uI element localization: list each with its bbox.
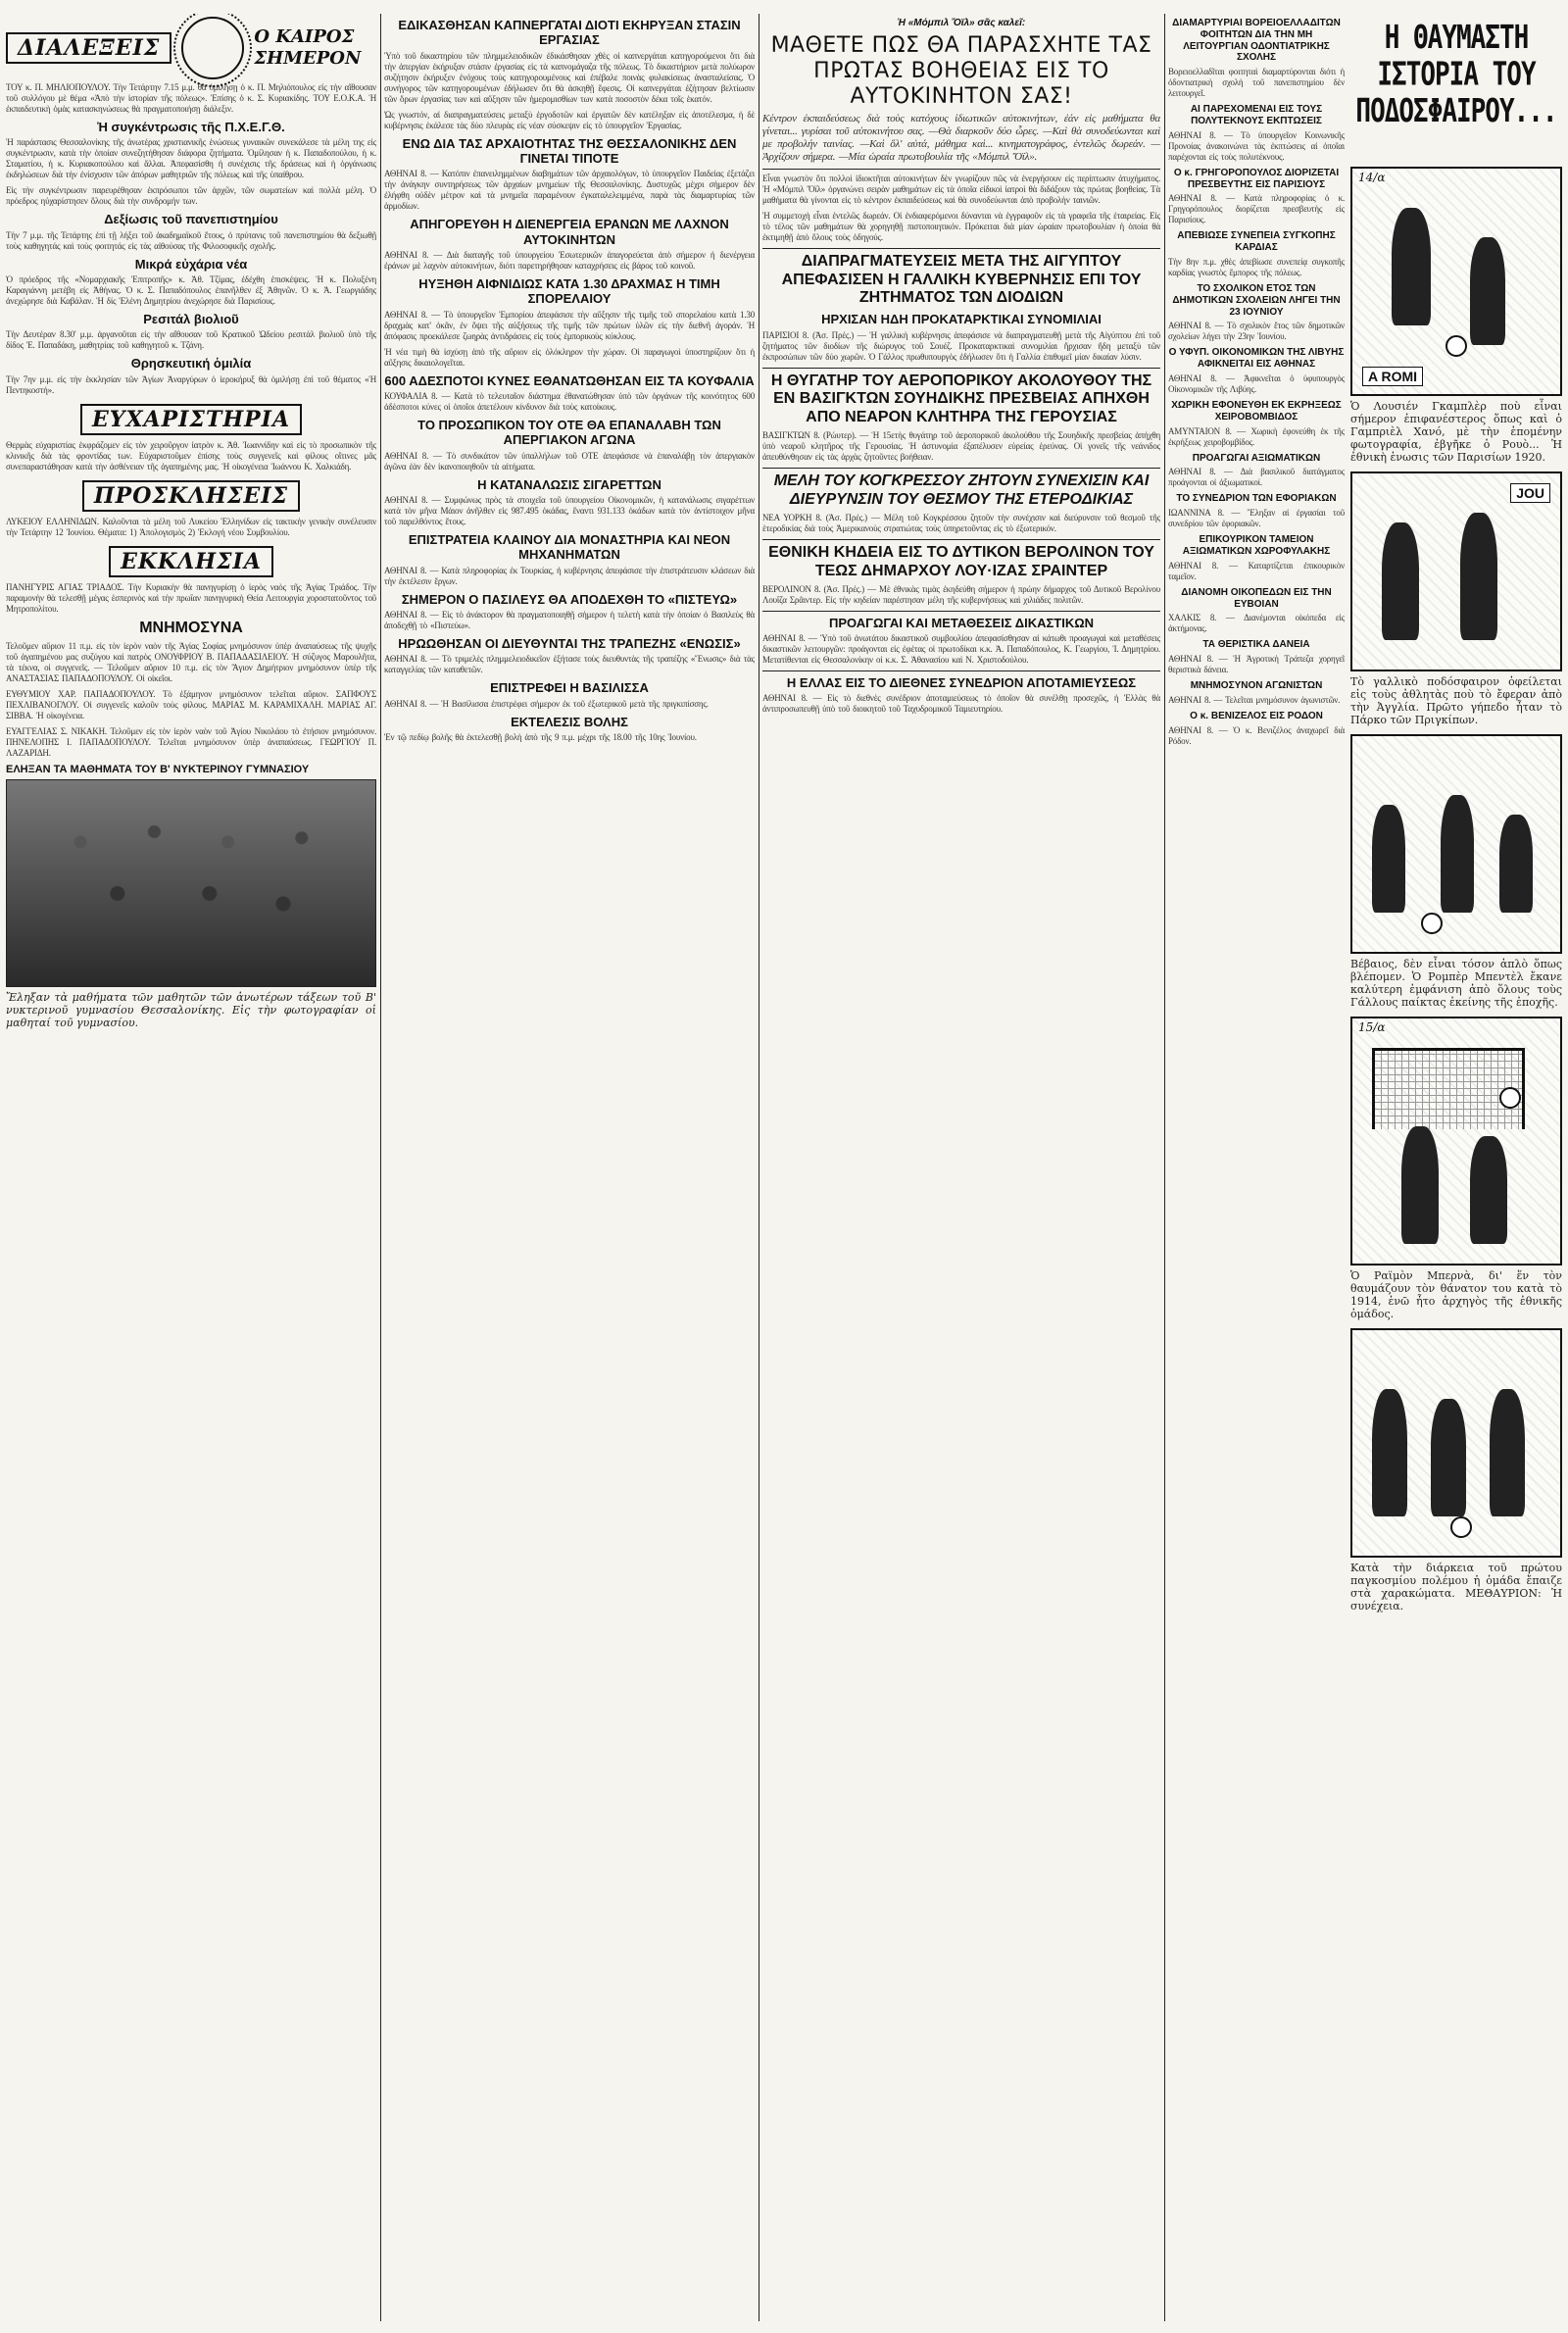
article-text: ΑΘΗΝΑΙ 8. — Ἡ Βασίλισσα ἐπιστρέφει σήμερον ἐκ τοῦ ἐξωτερικοῦ μετὰ τῆς πριγκιπίσσης. [384, 698, 709, 709]
comic-panel [1350, 167, 1562, 396]
ball-icon [1421, 913, 1443, 934]
headline: ΕΔΙΚΑΣΘΗΣΑΝ ΚΑΠΝΕΡΓΑΤΑΙ ΔΙΟΤΙ ΕΚΗΡΥΞΑΝ ΣΤΑΣΙΝ ΕΡΓΑΣΙΑΣ [398, 18, 741, 48]
article-text: ΑΘΗΝΑΙ 8. — Κατὰ πληροφορίας ὁ κ. Γρηγορόπουλος διορίζεται πρεσβευτὴς εἰς Παρισίους. [1168, 193, 1345, 225]
player-figure [1470, 237, 1505, 345]
article-text: Εἰς τὴν συγκέντρωσιν παρευρέθησαν ἐκπρόσωποι τῶν ἀρχῶν, τῶν σωματείων καὶ πολλὰ μέλη. Ὁ πρόεδρος ηὐχαρίστησεν ὅλους διὰ τὴν συνδρομήν των. [6, 185, 376, 207]
article-text: ΑΘΗΝΑΙ 8. — Τὸ ὑπουργεῖον Ἐμπορίου ἀπεφάσισε τὴν αὔξησιν τῆς τιμῆς τοῦ σπορελαίου κατὰ 1.30 δραχμὰς κατ' ὀκᾶν, ἐν ὄψει τῆς αὐξήσεως τῆς τιμῆς τῶν πρώτων ὑλῶν εἰς τὴν διεθνῆ ἀγοράν. Ἡ ἀπόφασις προεκάλεσε ζωηρὰς ἀντιδράσεις εἰς τοὺς ἐμπορικοὺς κύκλους. [384, 309, 755, 341]
player-figure [1470, 1136, 1507, 1244]
comic-panel [1350, 734, 1562, 954]
article-text: Ὡς γνωστόν, αἱ διαπραγματεύσεις μεταξὺ ἐργοδοτῶν καὶ ἐργατῶν δὲν κατέληξαν εἰς ἀποτέλεσμα, ἡ δὲ κυβέρνησις ἐκάλεσε τὰς δύο πλευρὰς εἰς νέαν σύσκεψιν εἰς τὸ ὑπουργεῖον Ἐργασίας. [384, 109, 755, 130]
column-announcements [6, 14, 376, 2321]
headline: ΕΠΙΣΤΡΕΦΕΙ Η ΒΑΣΙΛΙΣΣΑ [490, 680, 649, 696]
article-text: ΑΘΗΝΑΙ 8. — Ἀφικνεῖται ὁ ὑφυπουργὸς Οἰκονομικῶν τῆς Λιβύης. [1168, 372, 1345, 394]
ball-icon [1446, 335, 1467, 357]
player-figure [1499, 815, 1533, 913]
headline: Ο κ. ΒΕΝΙΖΕΛΟΣ ΕΙΣ ΡΟΔΟΝ [1190, 710, 1323, 721]
column-news-1 [384, 14, 755, 2321]
invitations-title: ΠΡΟΣΚΛΗΣΕΙΣ [82, 480, 300, 512]
article-text: Τὴν 7ην μ.μ. εἰς τὴν ἐκκλησίαν τῶν Ἀγίων Ἀναργύρων ὁ ἱεροκήρυξ θὰ ὁμιλήσῃ ἐπὶ τοῦ θέματος «Ἡ Πεντηκοστή». [6, 373, 376, 395]
sun-icon [181, 17, 244, 79]
headline: ΧΩΡΙΚΗ ΕΦΟΝΕΥΘΗ ΕΚ ΕΚΡΗΞΕΩΣ ΧΕΙΡΟΒΟΜΒΙΔΟΣ [1171, 399, 1342, 422]
article-text: ΕΥΑΓΓΕΛΙΑΣ Σ. ΝΙΚΑΚΗ. Τελοῦμεν εἰς τὸν ἱερὸν ναὸν τοῦ Ἁγίου Νικολάου τὸ ἐτήσιον μνημόσυνον. ΠΗΝΕΛΟΠΗΣ Ι. ΠΑΠΑΔΟΠΟΥΛΟΥ. Τελεῖται μνημόσυνον ὑπὲρ ἀναπαύσεως. ΓΕΩΡΓΙΟΥ Π. ΛΑΖΑΡΙΔΗ. [6, 725, 376, 758]
article-text: ΑΘΗΝΑΙ 8. — Εἰς τὸ ἀνάκτορον θὰ πραγματοποιηθῇ σήμερον ἡ τελετὴ κατὰ τὴν ὁποίαν ὁ Βασιλεὺς θὰ ἀποδεχθῇ τὸ «Πιστεύω». [384, 609, 755, 630]
headline: ΤΟ ΣΥΝΕΔΡΙΟΝ ΤΩΝ ΕΦΟΡΙΑΚΩΝ [1176, 493, 1337, 505]
article-text: ΒΕΡΟΛΙΝΟΝ 8. (Ἀσ. Πρές.) — Μὲ ἐθνικὰς τιμὰς ἐκηδεύθη σήμερον ἡ πρώην δήμαρχος τοῦ Δυτικοῦ Βερολίνου Λουΐζα Σρᾶιντερ. Εἰς τὴν κηδείαν παρέστησαν μέλη τῆς κυβερνήσεως καὶ χιλιάδες πολιτῶν. [762, 583, 1160, 605]
panel-caption: Ὁ Ραϊμὸν Μπερνὰ, δι' ἕν τὸν θαυμάζουν τὸν θάνατον του κατὰ τὸ 1914, ἐνῶ ἦτο ἀρχηγὸς τῆς ἐθνικῆς ὁμάδος. [1350, 1269, 1562, 1320]
article-text: ΙΩΑΝΝΙΝΑ 8. — Ἔληξαν αἱ ἐργασίαι τοῦ συνεδρίου τῶν ἐφοριακῶν. [1168, 508, 1345, 529]
player-figure [1392, 208, 1431, 325]
article-text: ΑΘΗΝΑΙ 8. — Ὁ κ. Βενιζέλος ἀναχωρεῖ διὰ Ρόδον. [1168, 724, 1345, 746]
column-rule [759, 14, 760, 2321]
photo-heading: ΕΛΗΞΑΝ ΤΑ ΜΑΘΗΜΑΤΑ ΤΟΥ Β' ΝΥΚΤΕΡΙΝΟΥ ΓΥΜΝΑΣΙΟΥ [6, 763, 310, 775]
article-text: ΑΘΗΝΑΙ 8. — Τὸ σχολικὸν ἔτος τῶν δημοτικῶν σχολείων λήγει τὴν 23ην Ἰουνίου. [1168, 321, 1345, 342]
headline: ΑΠΕΒΙΩΣΕ ΣΥΝΕΠΕΙΑ ΣΥΓΚΟΠΗΣ ΚΑΡΔΙΑΣ [1177, 230, 1336, 254]
article-text: ΧΑΛΚΙΣ 8. — Διανέμονται οἰκόπεδα εἰς ἀκτήμονας. [1168, 613, 1345, 634]
soldier-figure [1372, 1389, 1407, 1516]
ad-kicker: Ἡ «Μόμπιλ Ὄϊλ» σᾶς καλεῖ: [897, 18, 1026, 28]
comic-panel [1350, 1017, 1562, 1266]
headline: ΜΝΗΜΟΣΥΝΟΝ ΑΓΩΝΙΣΤΩΝ [1190, 680, 1323, 692]
headline: ΤΟ ΣΧΟΛΙΚΟΝ ΕΤΟΣ ΤΩΝ ΔΗΜΟΤΙΚΩΝ ΣΧΟΛΕΙΩΝ ΛΗΓΕΙ ΤΗΝ 23 ΙΟΥΝΙΟΥ [1172, 282, 1341, 318]
section-heading: Μικρά εὐχάρια νέα [134, 256, 248, 272]
panel-number: 15/α [1358, 1020, 1386, 1034]
goal-net [1372, 1048, 1525, 1129]
article-text: ΑΜΥΝΤΑΙΟΝ 8. — Χωρικὴ ἐφονεύθη ἐκ τῆς ἐκρήξεως χειροβομβίδος. [1168, 425, 1345, 447]
panel-caption: Κατὰ τὴν διάρκεια τοῦ πρώτου παγκοσμίου πολέμου ἡ ὁμάδα ἔπαιζε στὰ χαρακώματα. ΜΕΘΑΥΡΙΟΝ: Ἡ συνέχεια. [1350, 1562, 1562, 1613]
section-heading: Ρεσιτάλ βιολιοῦ [143, 311, 239, 326]
article-text: Βορειοελλαδῖται φοιτηταὶ διαμαρτύρονται διότι ἡ ὀδοντιατρικὴ σχολὴ τοῦ πανεπιστημίου δὲν λειτουργεῖ. [1168, 67, 1345, 99]
comic-title: Η ΘΑΥΜΑΣΤΗ ΙΣΤΟΡΙΑ ΤΟΥ ΠΟΔΟΣΦΑΙΡΟΥ... [1355, 20, 1557, 130]
memorials-heading: ΜΝΗΜΟΣΥΝΑ [139, 619, 243, 636]
headline: 600 ΑΔΕΣΠΟΤΟΙ ΚΥΝΕΣ ΕΘΑΝΑΤΩΘΗΣΑΝ ΕΙΣ ΤΑ ΚΟΥΦΑΛΙΑ [384, 372, 755, 388]
panel-label: JOU [1510, 483, 1550, 503]
player-figure [1441, 795, 1474, 913]
comic-panel [1350, 1328, 1562, 1558]
article-text: Τὴν Δευτέραν 8.30' μ.μ. ἀργανοῦται εἰς τὴν αἴθουσαν τοῦ Κρατικοῦ Ὠδείου ρεσιτάλ βιολιοῦ ὑπὸ τῆς δίδος Ἑ. Παπαδάκη, μαθητρίας τοῦ καθηγητοῦ κ. Τζάνη. [6, 329, 376, 351]
headline: ΑΠΗΓΟΡΕΥΘΗ Η ΔΙΕΝΕΡΓΕΙΑ ΕΡΑΝΩΝ ΜΕ ΛΑΧΝΟΝ ΑΥΤΟΚΙΝΗΤΩΝ [410, 217, 729, 247]
headline: ΗΡΩΩΘΗΣΑΝ ΟΙ ΔΙΕΥΘΥΝΤΑΙ ΤΗΣ ΤΡΑΠΕΖΗΣ «ΕΝΩΣΙΣ» [398, 635, 741, 651]
article-text: Τὴν 8ην π.μ. χθὲς ἀπεβίωσε συνεπείᾳ συγκοπῆς καρδίας γνωστὸς ἔμπορος τῆς πόλεως. [1168, 256, 1345, 277]
panel-caption: Ὁ Λουσιέν Γκαμπλὲρ ποὺ εἶναι σήμερον ἐπιφανέστερος ὅπως καὶ ὁ Γαμπριὲλ Χανό, μὲ τὴν ἑπομένην φωτογραφία, ἐβγῆκε ὁ Ρουὸ... Ἡ ἐθνικὴ ἑνωσις τῶν Παρισίων 1920. [1350, 400, 1562, 464]
column-rule [380, 14, 381, 2321]
article-text: Ὑπὸ τοῦ δικαστηρίου τῶν πλημμελειοδικῶν ἐδικάσθησαν χθὲς οἱ καπνεργάται κατηγορούμενοι ὅτι διὰ τὴν ἀπεργίαν ἐκήρυξαν στάσιν ἐργασίας εἰς τὰ καπνομάγαζα τῆς πόλεως. Τὸ δικαστήριον μετὰ πολύωρον συζήτησιν ἐκήρυξεν ἐνόχους τοὺς κατηγορουμένους καὶ ἐπέβαλε ποινὰς φυλακίσεως ἀνασταλείσας. Ὁ συνήγορος τῶν κατηγορουμένων ἐδήλωσεν ὅτι θὰ ἀσκηθῇ ἔφεσις. Οἱ καπνεργάται ἐζήτησαν βελτίωσιν τῶν ὅρων ἐργασίας των καὶ αὔξησιν τῶν ἡμερομισθίων των κατὰ ποσοστὸν δέκα τοῖς ἑκατόν. [384, 50, 755, 104]
headline: Ο κ. ΓΡΗΓΟΡΟΠΟΥΛΟΣ ΔΙΟΡΙΖΕΤΑΙ ΠΡΕΣΒΕΥΤΗΣ ΕΙΣ ΠΑΡΙΣΙΟΥΣ [1173, 167, 1340, 190]
divider [762, 248, 1160, 249]
section-heading: Ἡ συγκέντρωσις τῆς Π.Χ.Ε.Γ.Θ. [97, 120, 285, 134]
subheadline: ΗΡΧΙΣΑΝ ΗΔΗ ΠΡΟΚΑΤΑΡΚΤΙΚΑΙ ΣΥΝΟΜΙΛΙΑΙ [821, 312, 1102, 327]
panel-caption: Τὸ γαλλικὸ ποδόσφαιρον ὀφείλεται εἰς τοὺς ἀθλητὰς ποὺ τὸ ἔφεραν ἀπὸ τὴν Ἀγγλία. Πρῶτο γήπεδο ἦταν τὸ Πάρκο τῶν Πριγκίπων. [1350, 675, 1562, 726]
headline: Η ΚΑΤΑΝΑΛΩΣΙΣ ΣΙΓΑΡΕΤΤΩΝ [477, 476, 662, 492]
headline: ΔΙΑΜΑΡΤΥΡΙΑΙ ΒΟΡΕΙΟΕΛΛΑΔΙΤΩΝ ΦΟΙΤΗΤΩΝ ΔΙΑ ΤΗΝ ΜΗ ΛΕΙΤΟΥΡΓΙΑΝ ΟΔΟΝΤΙΑΤΡΙΚΗΣ ΣΧΟΛΗΣ [1172, 18, 1341, 64]
article-text: Τελοῦμεν αὔριον 11 π.μ. εἰς τὸν ἱερὸν ναὸν τῆς Ἁγίας Σοφίας μνημόσυνον ὑπὲρ ἀναπαύσεως τῆς ψυχῆς τοῦ ἀγαπημένου μας συζύγου καὶ πατρὸς ΟΝΟΥΦΡΙΟΥ Β. ΠΑΠΑΔΑΣΙΛΕΙΟΥ. Ἡ σύζυγος Μαρουλῆτα, τὰ τέκνα, οἱ συγγενεῖς. — Τελοῦμεν αὔριον 10 π.μ. εἰς τὸν Ἅγιον Δημήτριον μνημόσυνον ὑπὲρ τῆς ΑΝΑΣΤΑΣΙΑΣ ΠΑΠΑΔΟΠΟΥΛΟΥ. Οἱ οἰκεῖοι. [6, 640, 376, 683]
divider [762, 468, 1160, 469]
headline: ΔΙΑΠΡΑΓΜΑΤΕΥΣΕΙΣ ΜΕΤΑ ΤΗΣ ΑΙΓΥΠΤΟΥ ΑΠΕΦΑΣΙΣΕΝ Η ΓΑΛΛΙΚΗ ΚΥΒΕΡΝΗΣΙΣ ΕΠΙ ΤΟΥ ΖΗΤΗΜΑΤΟΣ ΤΩΝ ΔΙΟΔΙΩΝ [781, 252, 1142, 307]
article-text: ΑΘΗΝΑΙ 8. — Κατὰ πληροφορίας ἐκ Τουρκίας, ἡ κυβέρνησις ἀπεφάσισε τὴν ἐπιστράτευσιν κλάσεων διὰ τὴν ἐκτέλεσιν ἔργων. [384, 565, 755, 586]
headline: Η ΕΛΛΑΣ ΕΙΣ ΤΟ ΔΙΕΘΝΕΣ ΣΥΝΕΔΡΙΟΝ ΑΠΟΤΑΜΙΕΥΣΕΩΣ [786, 675, 1137, 691]
headline: Η ΘΥΓΑΤΗΡ ΤΟΥ ΑΕΡΟΠΟΡΙΚΟΥ ΑΚΟΛΟΥΘΟΥ ΤΗΣ ΕΝ ΒΑΣΙΓΚΤΩΝ ΣΟΥΗΔΙΚΗΣ ΠΡΕΣΒΕΙΑΣ ΑΠΗΧΘΗ ΑΠΟ ΝΕΑΡΟΝ ΚΛΗΤΗΡΑ ΤΗΣ ΓΕΡΟΥΣΙΑΣ [770, 372, 1152, 426]
article-text: ΑΘΗΝΑΙ 8. — Καταρτίζεται ἐπικουρικὸν ταμεῖον. [1168, 560, 1345, 581]
article-text: ΤΟΥ κ. Π. ΜΗΛΙΟΠΟΥΛΟΥ. Τὴν Τετάρτην 7.15 μ.μ. θὰ ὁμιλήσῃ ὁ κ. Π. Μηλιόπουλος εἰς τὴν αἴθουσαν τοῦ συλλόγου μὲ θέμα «Ἀπὸ τὴν ἱστορίαν τῆς πόλεως». Ἐπίσης ὁ κ. Σ. Κυριακίδης. ΤΟΥ Ε.Ο.Κ.Α. Ἡ ἐκπαιδευτικὴ ὁμὰς κατασκηνώσεως θὰ πραγματοποιήσῃ διάλεξιν. [6, 82, 376, 114]
article-text: ΑΘΗΝΑΙ 8. — Κατόπιν ἐπανειλημμένων διαβημάτων τῶν ἀρχαιολόγων, τὸ ὑπουργεῖον Παιδείας ἐξετάζει τὴν ἀνάγκην συντηρήσεως τῶν ἀρχαίων μνημείων τῆς Θεσσαλονίκης. Δυστυχῶς μέχρι σήμερον δὲν ἐλήφθη οὐδὲν μέτρον καὶ τὰ μνημεῖα παραμένουν ἐγκαταλελειμμένα, παρὰ τὰς διαμαρτυρίας τῶν ἁρμοδίων. [384, 169, 755, 212]
headline: ΣΗΜΕΡΟΝ Ο ΠΑΣΙΛΕΥΣ ΘΑ ΑΠΟΔΕΧΘΗ ΤΟ «ΠΙΣΤΕΥΩ» [401, 591, 738, 607]
article-text: Ἐν τῷ πεδίῳ βολῆς θὰ ἐκτελεσθῇ βολὴ ἀπὸ τῆς 9 π.μ. μέχρι τῆς 18.00 τῆς 10ης Ἰουνίου. [384, 731, 697, 742]
article-text: ΠΑΝΗΓΥΡΙΣ ΑΓΙΑΣ ΤΡΙΑΔΟΣ. Τὴν Κυριακὴν θὰ πανηγυρίσῃ ὁ ἱερὸς ναὸς τῆς Ἁγίας Τριάδος. Τὴν παραμονὴν θὰ τελεσθῇ μέγας ἑσπερινὸς καὶ τὴν πρωΐαν πανηγυρικὴ Θεία Λειτουργία χοροστατοῦντος τοῦ Μητροπολίτου. [6, 581, 376, 614]
article-text: ΑΘΗΝΑΙ 8. — Τελεῖται μνημόσυνον ἀγωνιστῶν. [1168, 694, 1341, 705]
headline: ΠΡΟΑΓΩΓΑΙ ΚΑΙ ΜΕΤΑΘΕΣΕΙΣ ΔΙΚΑΣΤΙΚΩΝ [828, 615, 1095, 630]
article-text: Εἶναι γνωστὸν ὅτι πολλοὶ ἰδιοκτῆται αὐτοκινήτων δὲν γνωρίζουν πῶς νὰ ἐνεργήσουν εἰς περίπτωσιν ἀτυχήματος. Ἡ «Μόμπιλ Ὄϊλ» ὀργανώνει σειρὰν μαθημάτων εἰς τὰ ὁποῖα εἰδικοὶ ἰατροὶ θὰ διδάξουν τὰς πρώτας βοηθείας. Τὰ μαθήματα θὰ γίνονται εἰς τὸ κέντρον ἐκπαιδεύσεως καὶ θὰ συνοδεύωνται ἀπὸ προβολὴν ταινιῶν. [762, 173, 1160, 205]
article-text: ΛΥΚΕΙΟΥ ΕΛΛΗΝΙΔΩΝ. Καλοῦνται τὰ μέλη τοῦ Λυκείου Ἑλληνίδων εἰς τακτικὴν γενικὴν συνέλευσιν τὴν Τετάρτην 12 Ἰουνίου. Θέματα: 1) Ἀπολογισμὸς 2) Ἐκλογή νέου Συμβουλίου. [6, 516, 376, 537]
article-text: ΠΑΡΙΣΙΟΙ 8. (Ἀσ. Πρές.) — Ἡ γαλλικὴ κυβέρνησις ἀπεφάσισε νὰ διαπραγματευθῇ μετὰ τῆς Αἰγύπτου ἐπὶ τοῦ ζητήματος τῶν διοδίων τῆς διώρυγος τοῦ Σουέζ. Προκαταρκτικαὶ συνομιλίαι ἤρχισαν ἤδη μεταξὺ τῶν ἐκπροσώπων τῶν δύο χωρῶν. Ὁ Γάλλος πρωθυπουργὸς ἐδήλωσεν ὅτι ἡ Γαλλία ἐπιθυμεῖ μίαν δικαίαν λύσιν. [762, 329, 1160, 362]
article-text: ΕΥΘΥΜΙΟΥ ΧΑΡ. ΠΑΠΑΔΟΠΟΥΛΟΥ. Τὸ ἑξάμηνον μνημόσυνον τελεῖται αὔριον. ΣΑΠΦΟΥΣ ΠΕΧΛΙΒΑΝΟΓΛΟΥ. Οἱ συγγενεῖς καλοῦν τοὺς φίλους. ΜΑΡΙΑΣ Μ. ΚΑΡΑΜΙΧΑΛΗ. ΜΑΡΙΑΣ ΑΓ. ΣΙΒΒΑ. Ἡ οἰκογένεια. [6, 688, 376, 720]
panel-number: 14/α [1358, 171, 1386, 184]
section-heading: Δεξίωσις τοῦ πανεπιστημίου [104, 212, 278, 227]
panel-label: A ROMI [1362, 367, 1423, 386]
divider [762, 368, 1160, 369]
article-text: ΝΕΑ ΥΟΡΚΗ 8. (Ἀσ. Πρές.) — Μέλη τοῦ Κογκρέσσου ζητοῦν τὴν συνέχισιν καὶ διεύρυνσιν τοῦ θεσμοῦ τῆς ἑτεροδικίας διὰ τοὺς Ἀμερικανοὺς στρατιώτας τοὺς ὑπηρετοῦντας εἰς τὸ ἐξωτερικόν. [762, 512, 1160, 533]
ball-icon [1450, 1516, 1472, 1538]
headline: ΕΝΩ ΔΙΑ ΤΑΣ ΑΡΧΑΙΟΤΗΤΑΣ ΤΗΣ ΘΕΣΣΑΛΟΝΙΚΗΣ ΔΕΝ ΓΙΝΕΤΑΙ ΤΙΠΟΤΕ [402, 135, 737, 166]
headline: ΑΙ ΠΑΡΕΧΟΜΕΝΑΙ ΕΙΣ ΤΟΥΣ ΠΟΛΥΤΕΚΝΟΥΣ ΕΚΠΤΩΣΕΙΣ [1190, 104, 1323, 126]
article-text: ΑΘΗΝΑΙ 8. — Διὰ διαταγῆς τοῦ ὑπουργείου Ἐσωτερικῶν ἀπαγορεύεται ἀπὸ σήμερον ἡ διενέργεια ἐράνων μὲ λαχνὸν αὐτοκινήτων, διότι παρετηρήθησαν καταχρήσεις εἰς βάρος τοῦ κοινοῦ. [384, 249, 755, 271]
headline: ΕΚΤΕΛΕΣΙΣ ΒΟΛΗΣ [511, 714, 628, 729]
headline: Ο ΥΦΥΠ. ΟΙΚΟΝΟΜΙΚΩΝ ΤΗΣ ΛΙΒΥΗΣ ΑΦΙΚΝΕΙΤΑΙ ΕΙΣ ΑΘΗΝΑΣ [1168, 347, 1345, 371]
section-heading: Θρησκευτική ὁμιλία [130, 356, 252, 372]
thanks-title: ΕΥΧΑΡΙΣΤΗΡΙΑ [80, 404, 302, 435]
lectures-title: ΔΙΑΛΕΞΕΙΣ [6, 32, 172, 64]
article-text: ΑΘΗΝΑΙ 8. — Εἰς τὸ διεθνὲς συνέδριον ἀποταμιεύσεως τὸ ὁποῖον θὰ συνέλθῃ προσεχῶς, ἡ Ἑλλὰς θὰ ἀντιπροσωπευθῇ ὑπὸ τοῦ διοικητοῦ τοῦ Ταχυδρομικοῦ Ταμιευτηρίου. [762, 693, 1160, 715]
headline: ΠΡΟΑΓΩΓΑΙ ΑΞΙΩΜΑΤΙΚΩΝ [1192, 452, 1321, 464]
divider [762, 670, 1160, 671]
article-text: Τὴν 7 μ.μ. τῆς Τετάρτης ἐπὶ τῇ λήξει τοῦ ἀκαδημαϊκοῦ ἔτους, ὁ πρύτανις τοῦ πανεπιστημίου θὰ δεξιωθῇ τοὺς καθηγητάς καὶ τοὺς φοιτητάς εἰς τὰς αἰθούσας τῆς Φιλοσοφικῆς σχολῆς. [6, 229, 376, 251]
article-text: Ὁ πρόεδρος τῆς «Νομαρχιακῆς Ἐπιτροπῆς» κ. Ἀθ. Τζίμας, ἐδέχθη ἐπισκέψεις. Ἡ κ. Πολυξένη Καραγιάννη μετέβη εἰς Ἀθήνας. Ὁ κ. Σ. Παπαδόπουλος ἐπανῆλθεν ἐξ Ἀθηνῶν. Ὁ κ. Ἀ. Γεωργιάδης ἀνεχώρησε διὰ Καβάλαν. Ἡ δίς Ἑλένη Δημητρίου ἀνεχώρησε διὰ Παρισίους. [6, 273, 376, 306]
column-rule [1164, 14, 1165, 2321]
soldier-figure [1490, 1389, 1525, 1516]
article-text: ΑΘΗΝΑΙ 8. — Συμφώνως πρὸς τὰ στοιχεῖα τοῦ ὑπουργείου Οἰκονομικῶν, ἡ κατανάλωσις σιγαρέττων κατὰ τὸν μῆνα Μάιον ἀνῆλθεν εἰς 987.495 ὀκάδας, ἔναντι 931.133 ὀκάδων κατὰ τὸν ἀντίστοιχον μῆνα τοῦ παρελθόντος ἔτους. [384, 494, 755, 526]
church-title: ΕΚΚΛΗΣΙΑ [109, 546, 273, 577]
headline: ΜΕΛΗ ΤΟΥ ΚΟΓΚΡΕΣΣΟΥ ΖΗΤΟΥΝ ΣΥΝΕΧΙΣΙΝ ΚΑΙ ΔΙΕΥΡΥΝΣΙΝ ΤΟΥ ΘΕΣΜΟΥ ΤΗΣ ΕΤΕΡΟΔΙΚΙΑΣ [773, 472, 1150, 509]
headline: ΕΠΙΣΤΡΑΤΕΙΑ ΚΛΑΙΝΟΥ ΔΙΑ ΜΟΝΑΣΤΗΡΙΑ ΚΑΙ ΝΕΟΝ ΜΗΧΑΝΗΜΑΤΩΝ [408, 531, 731, 563]
article-text: ΑΘΗΝΑΙ 8. — Ἡ Ἀγροτικὴ Τράπεζα χορηγεῖ θεριστικὰ δάνεια. [1168, 654, 1345, 675]
article-text: Ἡ συμμετοχὴ εἶναι ἐντελῶς δωρεάν. Οἱ ἐνδιαφερόμενοι δύνανται νὰ ἐγγραφοῦν εἰς τὰ γραφεῖα τῆς ἑταιρείας. Εἰς τὸ τέλος τῶν μαθημάτων θὰ χορηγηθῇ πιστοποιητικόν. Πρόκειται διὰ μίαν ὡραίαν πρωτοβουλίαν ἡ ὁποία θὰ ἐκτιμηθῇ ἀπὸ ὅλους τοὺς ὁδηγούς. [762, 210, 1160, 242]
ball-icon [1499, 1087, 1521, 1109]
column-news-3 [1168, 14, 1345, 2321]
weather-title: Ο ΚΑΙΡΟΣ ΣΗΜΕΡΟΝ [254, 26, 362, 69]
headline: ΤΑ ΘΕΡΙΣΤΙΚΑ ΔΑΝΕΙΑ [1202, 639, 1310, 651]
headline: ΕΠΙΚΟΥΡΙΚΟΝ ΤΑΜΕΙΟΝ ΑΞΙΩΜΑΤΙΚΩΝ ΧΩΡΟΦΥΛΑΚΗΣ [1182, 534, 1331, 557]
class-photo [6, 779, 376, 987]
divider [762, 539, 1160, 540]
divider [762, 169, 1160, 170]
column-comic [1350, 14, 1562, 2321]
soldier-figure [1431, 1399, 1466, 1516]
article-text: Ἡ νέα τιμὴ θὰ ἰσχύσῃ ἀπὸ τῆς αὔριον εἰς ὁλόκληρον τὴν χώραν. Οἱ παραγωγοὶ ὑποστηρίζουν ὅτι ἡ αὔξησις δικαιολογεῖται. [384, 346, 755, 368]
player-figure [1460, 513, 1497, 640]
column-news-2 [762, 14, 1160, 2321]
ad-lead: Κέντρον ἐκπαιδεύσεως διὰ τοὺς κατόχους ἰδιωτικῶν αὐτοκινήτων, ἐάν εἰς μαθήματα θα γίνεται... γυρίσαι τοῦ αὐτοκινήτου σας. —Θὰ διαρκοῦν δύο ὧρες. —Καὶ θὰ συνοδεύωνται καὶ με προβολήν ταινίας. —Καὶ ὅλ' αὐτά, μάθημα καὶ... κινηματογράφος, ἐντελῶς δωρεάν. —Ἀρχίζουν σήμερα. —Μία ὡραία πρωτοβουλία τῆς «Μόμπιλ Ὄϊλ». [762, 112, 1160, 163]
comic-panel [1350, 472, 1562, 671]
article-text: ΑΘΗΝΑΙ 8. — Τὸ ὑπουργεῖον Κοινωνικῆς Προνοίας ἀνακοινώνει τὰς ἐκπτώσεις αἱ ὁποῖαι παρέχονται εἰς τοὺς πολυτέκνους. [1168, 129, 1345, 162]
headline: ΕΘΝΙΚΗ ΚΗΔΕΙΑ ΕΙΣ ΤΟ ΔΥΤΙΚΟΝ ΒΕΡΟΛΙΝΟΝ ΤΟΥ ΤΕΩΣ ΔΗΜΑΡΧΟΥ ΛΟΥ·ΙΖΑΣ ΣΡΑΙΝΤΕΡ [768, 543, 1154, 579]
headline: ΤΟ ΠΡΟΣΩΠΙΚΟΝ ΤΟΥ ΟΤΕ ΘΑ ΕΠΑΝΑΛΑΒΗ ΤΩΝ ΑΠΕΡΓΙΑΚΟΝ ΑΓΩΝΑ [417, 417, 721, 448]
article-text: ΒΑΣΙΓΚΤΩΝ 8. (Ρώυτερ). — Ἡ 15ετὴς θυγάτηρ τοῦ ἀεροπορικοῦ ἀκολούθου τῆς Σουηδικῆς πρεσβείας ἀπήχθη ὑπὸ νεαροῦ κλητῆρος τῆς Γερουσίας. Ἡ ἀστυνομία ἐξαπέλυσεν εὐρείας ἐρεύνας. Οἱ γονεῖς τῆς νεάνιδος ἀπευθύνθησαν εἰς τὰς ἀρχὰς ζητοῦντες βοήθειαν. [762, 430, 1160, 463]
article-text: ΑΘΗΝΑΙ 8. — Τὸ τριμελὲς πλημμελειοδικεῖον ἐξήτασε τοὺς διευθυντὰς τῆς τραπέζης «Ἕνωσις» διὰ τὰς καταγγελίας τῶν καταθετῶν. [384, 654, 755, 675]
divider [762, 611, 1160, 612]
ad-title: ΜΑΘΕΤΕ ΠΩΣ ΘΑ ΠΑΡΑΣΧΗΤΕ ΤΑΣ ΠΡΩΤΑΣ ΒΟΗΘΕΙΑΣ ΕΙΣ ΤΟ ΑΥΤΟΚΙΝΗΤΟΝ ΣΑΣ! [770, 32, 1152, 109]
article-text: ΑΘΗΝΑΙ 8. — Ὑπὸ τοῦ ἀνωτάτου δικαστικοῦ συμβουλίου ἀπεφασίσθησαν αἱ κάτωθι προαγωγαὶ καὶ μεταθέσεις δικαστικῶν λειτουργῶν: προάγονται εἰς ἐφέτας οἱ πρωτοδίκαι κ.κ. Ἀ. Παπαδόπουλος, Κ. Γεωργίου, Ἰ. Δημητρίου. Μετατίθενται εἰς Θεσσαλονίκην οἱ κ.κ. Σ. Ἀθανασίου καὶ Ν. Χριστοδούλου. [762, 633, 1160, 666]
panel-caption: Βέβαιος, δὲν εἶναι τόσον ἀπλὸ ὅπως βλέπομεν. Ὁ Ρομπὲρ Μπεντὲλ ἔκανε καλύτερη ἐμφάνιση ἀπὸ ὅλους τοὺς Γάλλους παίκτας ἐκείνης τῆς ἐποχῆς. [1350, 958, 1562, 1009]
article-text: ΑΘΗΝΑΙ 8. — Τὸ συνδικάτον τῶν ὑπαλλήλων τοῦ ΟΤΕ ἀπεφάσισε νὰ ἐπαναλάβῃ τὸν ἀπεργιακὸν ἀγῶνα ἐὰν δὲν ἱκανοποιηθοῦν τὰ αἰτήματα. [384, 450, 755, 472]
player-figure [1401, 1126, 1439, 1244]
headline: ΔΙΑΝΟΜΗ ΟΙΚΟΠΕΔΩΝ ΕΙΣ ΤΗΝ ΕΥΒΟΙΑΝ [1181, 586, 1332, 610]
header-row [6, 17, 376, 79]
article-text: Θερμὰς εὐχαριστίας ἐκφράζομεν εἰς τὸν χειροῦργον ἰατρὸν κ. Ἀθ. Ἰωαννίδην καὶ εἰς τὸ προσωπικὸν τῆς κλινικῆς διὰ τὰς φροντίδας των. Εὐχαριστοῦμεν ἐπίσης τοὺς συγγενεῖς καὶ φίλους οἵτινες μᾶς συνεπαραστάθησαν κατὰ τὴν ἀσθένειαν τῆς ἀγαπημένης μας. Ἡ οἰκογένεια Ἰωάννου Κ. Χαλκιάδη. [6, 439, 376, 472]
photo-caption: Ἔληξαν τὰ μαθήματα τῶν μαθητῶν τῶν ἀνωτέρων τάξεων τοῦ Β' νυκτερινοῦ γυμνασίου Θεσσαλονίκης. Εἰς τὴν φωτογραφίαν οἱ μαθηταί τοῦ γυμνασίου. [6, 991, 376, 1030]
player-figure [1372, 805, 1405, 913]
article-text: Ἡ παράστασις Θεσσαλονίκης τῆς ἀνωτέρας χριστιανικῆς ἑνώσεως γυναικῶν συνεκάλεσε τὰ μέλη της εἰς συγκέντρωσιν, κατὰ τὴν ὁποίαν συνεζητήθησαν διάφορα ζητήματα. Ὁμίλησαν ἡ κ. Παπαδοπούλου, ἡ κ. Σταματίου, ἡ κ. Κυριακοπούλου καὶ ἄλλαι. Ἀπεφασίσθη ἡ συνέχισις τῆς δράσεως καὶ ἡ ὀργάνωσις ἐκδηλώσεων διὰ τὴν ἐνίσχυσιν τῶν ἀπόρων μαθητριῶν τῆς πόλεως καὶ τῆς ὑπαίθρου. [6, 137, 376, 180]
article-text: ΑΘΗΝΑΙ 8. — Διὰ βασιλικοῦ διατάγματος προάγονται οἱ ἀξιωματικοί. [1168, 467, 1345, 488]
player-figure [1382, 522, 1419, 640]
article-text: ΚΟΥΦΑΛΙΑ 8. — Κατὰ τὸ τελευταῖον διάστημα ἐθανατώθησαν ὑπὸ τῶν ὀργάνων τῆς κοινότητος 600 ἀδέσποτοι κύνες οἱ ὁποῖοι ἀπετέλουν κίνδυνον διὰ τοὺς κατοίκους. [384, 390, 755, 412]
headline: ΗΥΞΗΘΗ ΑΙΦΝΙΔΙΩΣ ΚΑΤΑ 1.30 ΔΡΑΧΜΑΣ Η ΤΙΜΗ ΣΠΟΡΕΛΑΙΟΥ [418, 275, 720, 307]
